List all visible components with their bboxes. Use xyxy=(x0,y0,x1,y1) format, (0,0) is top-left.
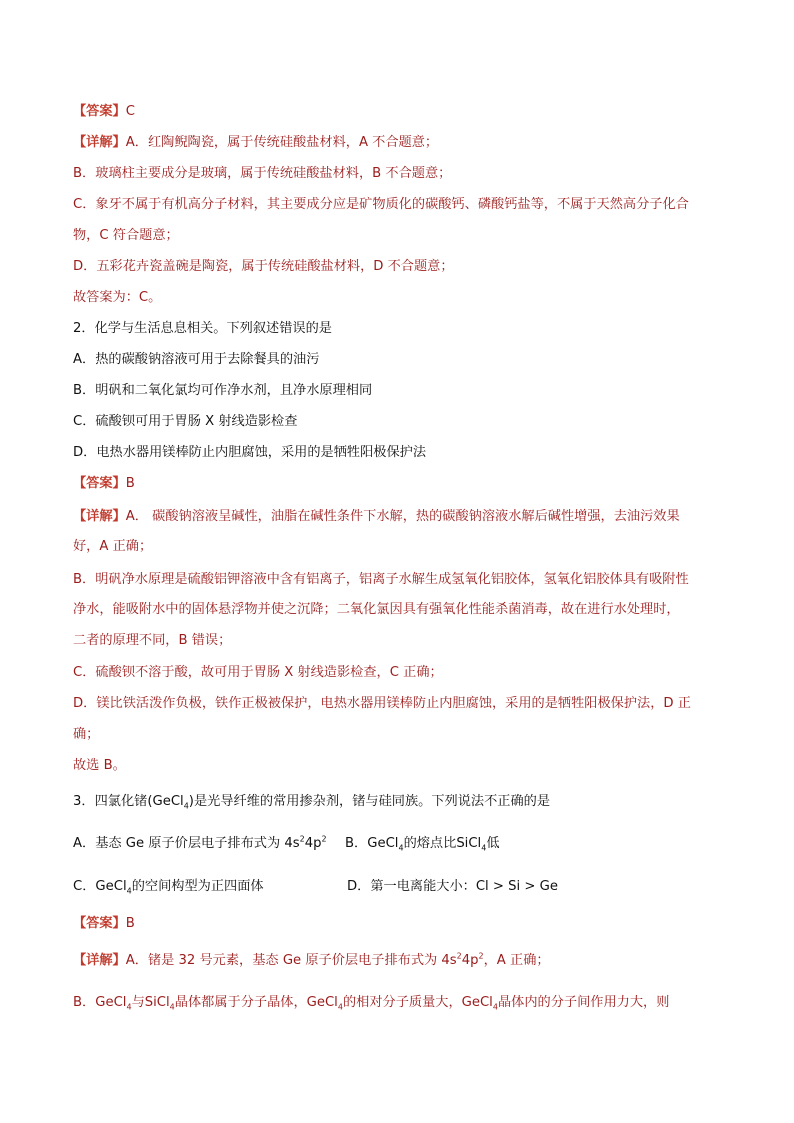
q2-option: D．电热水器用镁棒防止内胆腐蚀，采用的是牺牲阳极保护法 xyxy=(73,445,427,460)
q2-option: B．明矾和二氧化氯均可作净水剂，且净水原理相同 xyxy=(73,383,373,398)
q3-stem: 3．四氯化锗(GeCl$_4$)是光导纤维的常用掺杂剂，锗与硅同族。下列说法不正确的是 xyxy=(73,794,551,811)
q3-option-a: A．基态 Ge 原子价层电子排布式为 $4s^24p^2$ xyxy=(73,834,327,851)
q3-detail-line: B．GeCl$_4$与SiCl$_4$晶体都属于分子晶体，GeCl$_4$的相对分子质量大，GeCl$_4$晶体内的分子间作用力大，则 xyxy=(73,995,670,1012)
q1-detail-line: 物，C 符合题意； xyxy=(73,228,179,243)
q3-option-c: C．GeCl$_4$的空间构型为正四面体 xyxy=(73,879,264,896)
formula-gecl4: GeCl xyxy=(152,794,184,809)
q2-detail-line: B．明矾净水原理是硫酸铝钾溶液中含有铝离子，铝离子水解生成氢氧化铝胶体，氢氧化铝胶体具有吸附性 xyxy=(73,572,689,587)
q1-detail-line: C．象牙不属于有机高分子材料，其主要成分应是矿物质化的碳酸钙、磷酸钙盐等，不属于天然高分子化合 xyxy=(73,197,689,212)
answer-value: B xyxy=(125,476,135,491)
q3-option-b: B．GeCl$_4$的熔点比SiCl$_4$低 xyxy=(345,836,500,853)
q2-detail-line: 好，A 正确； xyxy=(73,539,153,554)
q2-answer xyxy=(73,474,736,494)
answer-value: B xyxy=(125,916,135,931)
answer-label: 【答案】 xyxy=(73,476,126,491)
q3-options-row xyxy=(73,834,736,854)
q1-detail-line: B．玻璃柱主要成分是玻璃，属于传统硅酸盐材料，B 不合题意； xyxy=(73,166,452,181)
q1-detail-line: 故答案为：C。 xyxy=(73,290,162,305)
q2-detail-line: 故选 B。 xyxy=(73,758,126,773)
q2-option: A．热的碳酸钠溶液可用于去除餐具的油污 xyxy=(73,352,320,367)
q2-detail-line: 净水，能吸附水中的固体悬浮物并使之沉降；二氧化氯因具有强氧化性能杀菌消毒，故在进行水处理时， xyxy=(73,602,680,617)
q3-answer xyxy=(73,914,736,934)
q2-detail-line: D．镁比铁活泼作负极，铁作正极被保护，电热水器用镁棒防止内胆腐蚀，采用的是牺牲阳极保护法，D 正 xyxy=(73,696,691,711)
detail-label: 【详解】 xyxy=(73,135,126,150)
q2-detail-line: 二者的原理不同，B 错误； xyxy=(73,633,232,648)
answer-value: C xyxy=(125,104,135,119)
q2-option: C．硫酸钡可用于胃肠 X 射线造影检查 xyxy=(73,414,298,429)
q3-detail-line: 【详解】A．锗是 32 号元素，基态 Ge 原子价层电子排布式为 $4s^24p^2$，A 正确； xyxy=(73,951,550,968)
q2-stem: 2．化学与生活息息相关。下列叙述错误的是 xyxy=(73,321,332,336)
detail-label: 【详解】 xyxy=(73,509,126,524)
q2-detail-line: 确； xyxy=(73,727,100,742)
q1-detail-line: D．五彩花卉瓷盖碗是陶瓷，属于传统硅酸盐材料，D 不合题意； xyxy=(73,259,454,274)
detail-label: 【详解】 xyxy=(73,953,126,968)
q1-detail-line: 【详解】A．红陶鲵陶瓷，属于传统硅酸盐材料，A 不合题意； xyxy=(73,135,439,150)
q2-detail-line: C．硫酸钡不溶于酸，故可用于胃肠 X 射线造影检查，C 正确； xyxy=(73,665,443,680)
q3-options-row xyxy=(73,877,736,897)
answer-label: 【答案】 xyxy=(73,104,126,119)
answer-label: 【答案】 xyxy=(73,916,126,931)
q3-option-d: D．第一电离能大小：Cl > Si > Ge xyxy=(347,879,558,894)
q2-detail-line: 【详解】A． 碳酸钠溶液呈碱性，油脂在碱性条件下水解，热的碳酸钠溶液水解后碱性增强，去油污效果 xyxy=(73,509,680,524)
q1-answer xyxy=(73,102,736,122)
